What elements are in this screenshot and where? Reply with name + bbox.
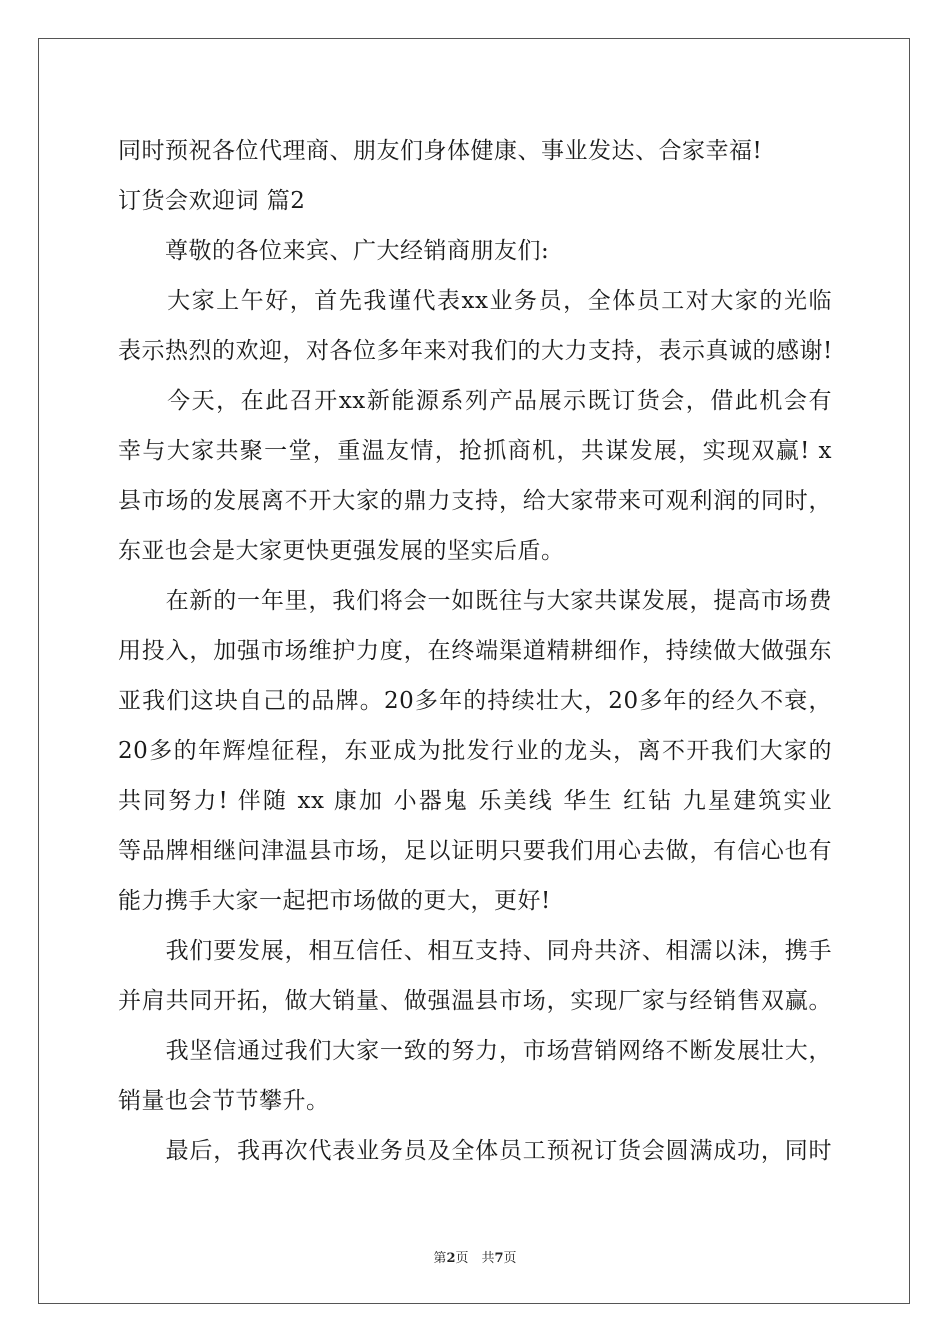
text-line: 亚我们这块自己的品牌。20多年的持续壮大，20多年的经久不衰， bbox=[118, 688, 832, 714]
page-suffix: 页 bbox=[503, 1251, 517, 1266]
page-footer bbox=[0, 1247, 950, 1266]
page-mid: 页 共 bbox=[455, 1251, 495, 1266]
text-line: 用投入，加强市场维护力度，在终端渠道精耕细作，持续做大做强东 bbox=[118, 638, 832, 664]
page-prefix: 第 bbox=[433, 1251, 447, 1266]
text-line: 我们要发展，相互信任、相互支持、同舟共济、相濡以沫，携手 bbox=[118, 938, 832, 964]
text-line: 20多的年辉煌征程，东亚成为批发行业的龙头，离不开我们大家的 bbox=[118, 738, 832, 764]
text-line: 县市场的发展离不开大家的鼎力支持，给大家带来可观利润的同时， bbox=[118, 488, 832, 514]
section-heading: 订货会欢迎词 篇2 bbox=[118, 188, 306, 214]
text-line: 最后，我再次代表业务员及全体员工预祝订货会圆满成功，同时 bbox=[118, 1138, 832, 1164]
greeting-line: 尊敬的各位来宾、广大经销商朋友们: bbox=[118, 238, 550, 264]
text-line: 并肩共同开拓，做大销量、做强温县市场，实现厂家与经销售双赢。 bbox=[118, 988, 832, 1014]
text-line: 在新的一年里，我们将会一如既往与大家共谋发展，提高市场费 bbox=[118, 588, 832, 614]
text-line: 等品牌相继问津温县市场，足以证明只要我们用心去做，有信心也有 bbox=[118, 838, 832, 864]
page-number: 2 bbox=[446, 1251, 456, 1266]
text-line: 我坚信通过我们大家一致的努力，市场营销网络不断发展壮大， bbox=[118, 1038, 832, 1064]
text-line: 今天，在此召开xx新能源系列产品展示既订货会，借此机会有 bbox=[118, 388, 832, 414]
total-pages: 7 bbox=[494, 1251, 504, 1266]
text-line: 能力携手大家一起把市场做的更大，更好! bbox=[118, 888, 551, 914]
text-line: 销量也会节节攀升。 bbox=[118, 1088, 330, 1114]
text-line: 共同努力! 伴随 xx 康加 小器鬼 乐美线 华生 红钻 九星建筑实业 bbox=[118, 788, 832, 814]
text-line: 同时预祝各位代理商、朋友们身体健康、事业发达、合家幸福! bbox=[118, 138, 763, 164]
text-line: 大家上午好，首先我谨代表xx业务员，全体员工对大家的光临 bbox=[118, 288, 832, 314]
text-line: 幸与大家共聚一堂，重温友情，抢抓商机，共谋发展，实现双赢! x bbox=[118, 438, 832, 464]
text-line: 东亚也会是大家更快更强发展的坚实后盾。 bbox=[118, 538, 565, 564]
text-line: 表示热烈的欢迎，对各位多年来对我们的大力支持，表示真诚的感谢! bbox=[118, 338, 833, 364]
